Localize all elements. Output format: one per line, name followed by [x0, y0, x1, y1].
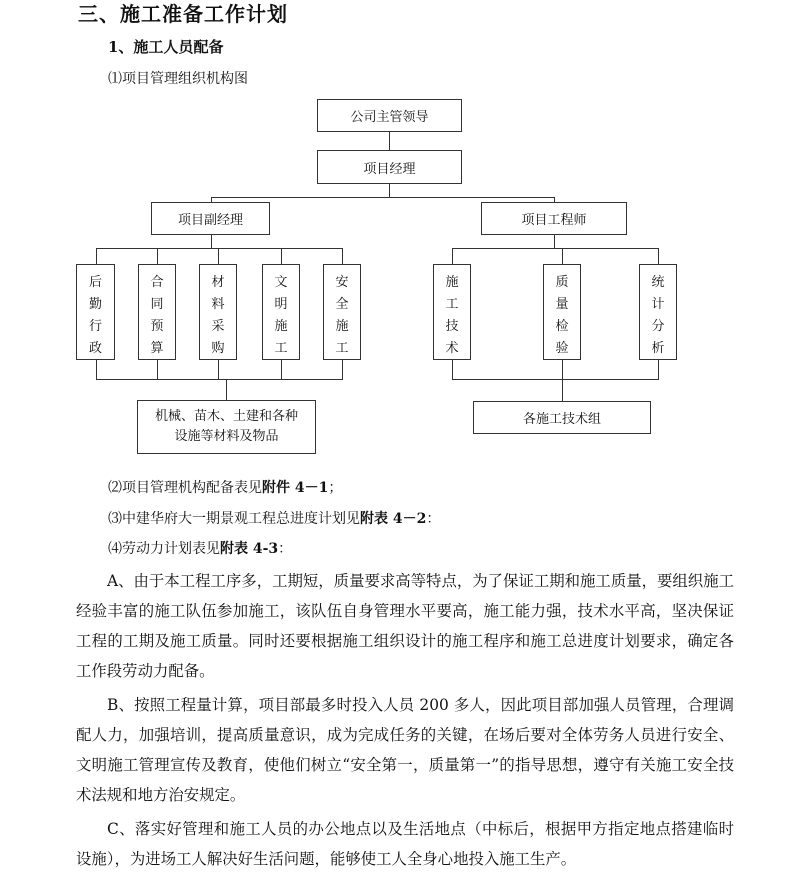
connector [96, 359, 97, 379]
connector [218, 248, 219, 264]
org-box-dept [138, 264, 176, 360]
org-box-dept [433, 264, 471, 360]
dept-char: 文 [274, 275, 288, 290]
dept-char: 分 [651, 319, 665, 334]
item-ref: 附表 4－2 [360, 511, 427, 527]
connector [389, 183, 390, 197]
org-box-dept [262, 264, 300, 360]
connector [452, 248, 659, 249]
connector [452, 379, 659, 380]
org-box-materials: 机械、苗木、土建和各种设施等材料及物品 [137, 400, 316, 454]
dept-char: 析 [651, 341, 665, 356]
dept-char: 工 [335, 341, 349, 356]
item-text: ⑷劳动力计划表见 [108, 541, 220, 557]
dept-char: 计 [651, 297, 665, 312]
dept-char: 算 [150, 341, 164, 356]
item-end: ： [278, 541, 293, 557]
dept-char: 工 [445, 297, 459, 312]
item-text: ⑵项目管理机构配备表见 [108, 480, 262, 496]
org-chart-caption: ⑴项目管理组织机构图 [108, 71, 248, 87]
item-ref: 附件 4－1 [262, 480, 329, 496]
org-box-deputy-manager: 项目副经理 [151, 202, 270, 235]
item-end: ； [328, 480, 343, 496]
connector [218, 359, 219, 379]
connector [281, 248, 282, 264]
paragraph-a: A、由于本工程工序多，工期短，质量要求高等特点，为了保证工期和施工质量，要组织施工经验丰富的施工队伍参加施工，该队伍自身管理水平要高，施工能力强，技术水平高，坚决保证工程的工期及施工质量。同时还要根据施工组织设计的施工程序和施工总进度计划要求，确定各工作段劳动力配备。 [76, 572, 734, 680]
dept-char: 购 [211, 341, 225, 356]
connector [96, 248, 343, 249]
item-2 [108, 477, 342, 497]
dept-char: 工 [274, 341, 288, 356]
dept-char: 技 [445, 319, 459, 334]
org-box-dept [543, 264, 581, 360]
dept-char: 合 [150, 275, 164, 290]
dept-char: 施 [274, 319, 288, 334]
connector [658, 359, 659, 379]
item-4 [108, 538, 292, 558]
item-end: ： [426, 511, 441, 527]
dept-char: 施 [445, 275, 459, 290]
dept-char: 验 [555, 341, 569, 356]
connector [452, 248, 453, 264]
dept-char: 安 [335, 275, 349, 290]
connector [157, 248, 158, 264]
dept-char: 术 [445, 341, 459, 356]
org-box-dept [76, 264, 115, 360]
connector [562, 248, 563, 264]
dept-char: 政 [88, 341, 102, 356]
org-box-dept [639, 264, 677, 360]
dept-char: 行 [88, 319, 102, 334]
paragraph-c: C、落实好管理和施工人员的办公地点以及生活地点（中标后，根据甲方指定地点搭建临时设施），为进场工人解决好生活问题，能够使工人全身心地投入施工生产。 [76, 820, 734, 868]
connector [211, 197, 555, 198]
paragraph-b: B、按照工程量计算，项目部最多时投入人员 200 多人，因此项目部加强人员管理，合理调配人力，加强培训，提高质量意识，成为完成任务的关键，在场后要对全体劳务人员进行安全、文明施工管理宣传及教育，使他们树立“安全第一，质量第一”的指导思想，遵守有关施工安全技术法规和地方治安规定。 [76, 696, 734, 804]
org-box-dept [323, 264, 361, 360]
item-text: ⑶中建华府大一期景观工程总进度计划见 [108, 511, 360, 527]
connector [658, 248, 659, 264]
org-box-project-manager: 项目经理 [317, 150, 462, 184]
dept-char: 采 [211, 319, 225, 334]
dept-char: 材 [211, 275, 225, 290]
dept-char: 料 [211, 297, 225, 312]
connector [157, 359, 158, 379]
dept-char: 明 [274, 297, 288, 312]
org-box-top-leader: 公司主管领导 [317, 99, 462, 132]
connector [211, 234, 212, 248]
connector [281, 359, 282, 379]
connector [226, 379, 227, 400]
dept-char: 质 [555, 275, 569, 290]
connector [96, 379, 343, 380]
dept-char: 勤 [88, 297, 102, 312]
connector [554, 234, 555, 248]
item-3 [108, 508, 440, 528]
dept-char: 量 [555, 297, 569, 312]
section-title: 三、施工准备工作计划 [78, 2, 288, 26]
connector [389, 131, 390, 151]
connector [342, 359, 343, 379]
org-box-dept [199, 264, 237, 360]
connector [562, 379, 563, 401]
org-box-project-engineer: 项目工程师 [481, 202, 627, 235]
connector [452, 359, 453, 379]
item-ref: 附表 4-3 [220, 541, 279, 557]
connector [96, 248, 97, 264]
dept-char: 检 [555, 319, 569, 334]
dept-char: 施 [335, 319, 349, 334]
dept-char: 后 [88, 275, 102, 290]
dept-char: 同 [150, 297, 164, 312]
connector [562, 359, 563, 379]
connector [342, 248, 343, 264]
org-box-tech-groups: 各施工技术组 [473, 401, 651, 434]
dept-char: 全 [335, 297, 349, 312]
dept-char: 统 [651, 275, 665, 290]
dept-char: 预 [150, 319, 164, 334]
subsection-title: 1、施工人员配备 [108, 38, 224, 56]
